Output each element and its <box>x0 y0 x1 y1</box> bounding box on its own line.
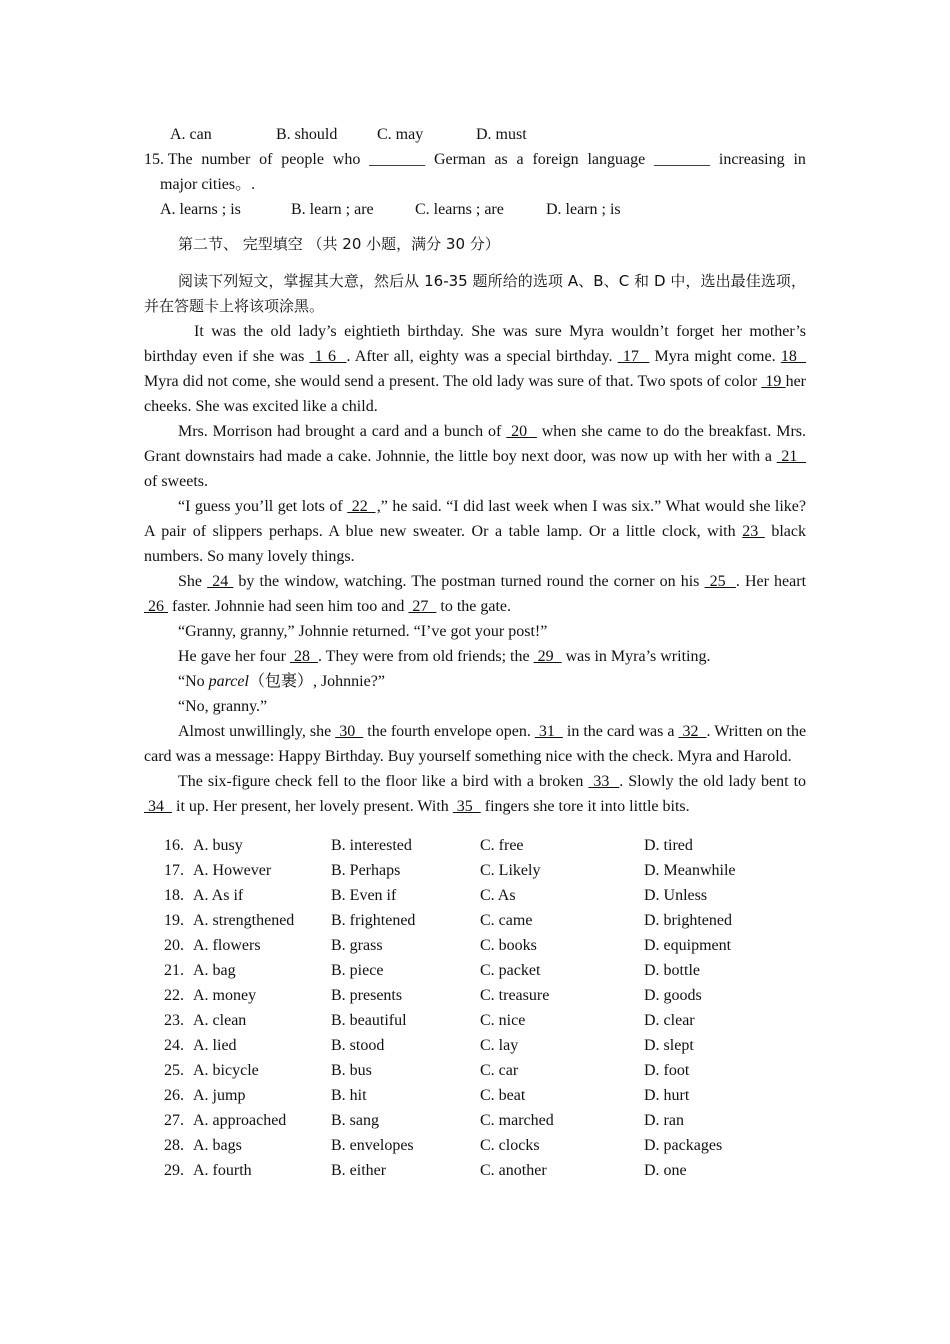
cloze-blank: 17 <box>617 348 650 365</box>
choice-option-b: B. bus <box>331 1062 372 1079</box>
section-instructions: 阅读下列短文，掌握其大意，然后从 16-35 题所给的选项 A、B、C 和 D 中，选出最佳选项，并在答题卡上将该项涂黑。 <box>144 272 806 315</box>
choice-row <box>144 908 806 933</box>
choice-number: 18. <box>164 887 184 904</box>
choice-number: 24. <box>164 1037 184 1054</box>
choice-option-d: D. equipment <box>644 937 732 954</box>
choice-option-c: C. As <box>480 887 516 904</box>
choice-option-d: D. goods <box>644 987 702 1004</box>
q15-word: _______ <box>654 151 711 168</box>
choice-option-c: C. books <box>480 937 537 954</box>
choice-option-b: B. Even if <box>331 887 397 904</box>
passage-text: when she came to do the breakfast. Mrs. Grant downstairs had made a cake. Johnnie, the little boy next door, was now up with her with a <box>144 423 806 465</box>
choice-option-b: B. envelopes <box>331 1137 414 1154</box>
choice-option-c: C. marched <box>480 1112 554 1129</box>
passage-paragraph <box>144 569 806 619</box>
choice-option-a: A. However <box>193 862 272 879</box>
cloze-blank: 33 <box>588 773 620 790</box>
passage-text: “No <box>178 673 209 690</box>
choice-number: 27. <box>164 1112 184 1129</box>
q15-word: language <box>587 151 646 168</box>
choice-row <box>144 983 806 1008</box>
q15-word: who <box>332 151 361 168</box>
cloze-blank: 19 <box>761 373 786 390</box>
choice-option-a: A. bag <box>193 962 236 979</box>
choice-option-d: D. Meanwhile <box>644 862 736 879</box>
choice-option-a: A. strengthened <box>193 912 295 929</box>
passage-text: “Granny, granny,” Johnnie returned. “I’ve got your post!” <box>178 623 548 640</box>
choice-option-a: A. flowers <box>193 937 261 954</box>
choice-option-c: C. came <box>480 912 533 929</box>
section-title: 第二节、 完型填空 （共 20 小题，满分 30 分） <box>178 235 500 253</box>
passage-text: . Slowly the old lady bent to <box>619 773 807 790</box>
choice-number: 25. <box>164 1062 184 1079</box>
passage-paragraph <box>144 419 806 494</box>
choice-option-d: D. hurt <box>644 1087 690 1104</box>
q15-option-c: C. learns ; are <box>415 201 504 218</box>
cloze-blank: 1 6 <box>309 348 347 365</box>
choice-option-d: D. Unless <box>644 887 708 904</box>
choice-option-b: B. interested <box>331 837 412 854</box>
choice-option-b: B. Perhaps <box>331 862 401 879</box>
q14-option-c: C. may <box>377 126 424 143</box>
q15-word: people <box>281 151 324 168</box>
passage-text: （包裹）, Johnnie?” <box>248 673 385 690</box>
cloze-blank: 25 <box>704 573 736 590</box>
cloze-blank: 27 <box>408 598 437 615</box>
choice-row <box>144 1033 806 1058</box>
choice-option-d: D. packages <box>644 1137 723 1154</box>
passage-text: it up. Her present, her lovely present. With <box>172 798 453 815</box>
q15-option-d: D. learn ; is <box>546 201 621 218</box>
q15-word: of <box>259 151 273 168</box>
choice-option-c: C. nice <box>480 1012 526 1029</box>
q15-option-a: A. learns ; is <box>160 201 241 218</box>
choice-option-c: C. free <box>480 837 524 854</box>
choice-option-a: A. money <box>193 987 257 1004</box>
choice-row <box>144 1008 806 1033</box>
passage-paragraph <box>144 719 806 769</box>
choice-option-d: D. ran <box>644 1112 684 1129</box>
choice-option-c: C. beat <box>480 1087 526 1104</box>
choice-number: 21. <box>164 962 184 979</box>
passage-text: He gave her four <box>178 648 290 665</box>
choice-number: 20. <box>164 937 184 954</box>
q14-option-b: B. should <box>276 126 338 143</box>
q15-word: as <box>494 151 508 168</box>
italic-word: parcel <box>208 673 249 690</box>
choice-row <box>144 833 806 858</box>
q15-options <box>144 197 806 222</box>
passage-text: in the card was a <box>562 723 679 740</box>
q15-word: _______ <box>369 151 426 168</box>
q15-word: increasing <box>718 151 785 168</box>
passage-paragraph <box>144 319 806 419</box>
choice-option-c: C. treasure <box>480 987 550 1004</box>
choice-option-d: D. tired <box>644 837 693 854</box>
choice-option-d: D. clear <box>644 1012 695 1029</box>
cloze-blank: 20 <box>506 423 537 440</box>
choice-option-a: A. bicycle <box>193 1062 259 1079</box>
q15-question-line <box>144 147 806 172</box>
passage-text: “No, granny.” <box>178 698 268 715</box>
cloze-passage <box>144 319 806 819</box>
passage-text: black numbers. So many lovely things. <box>144 523 806 565</box>
q15-option-b: B. learn ; are <box>291 201 374 218</box>
cloze-blank: 23 <box>742 523 765 540</box>
cloze-blank: 26 <box>144 598 168 615</box>
passage-paragraph <box>144 619 806 644</box>
choice-row <box>144 958 806 983</box>
passage-text: . Her heart <box>735 573 807 590</box>
choice-row <box>144 883 806 908</box>
cloze-blank: 18 <box>780 348 807 365</box>
passage-paragraph <box>144 769 806 819</box>
choice-option-a: A. bags <box>193 1137 242 1154</box>
choice-option-a: A. clean <box>193 1012 247 1029</box>
choice-option-d: D. slept <box>644 1037 694 1054</box>
passage-paragraph <box>144 669 806 694</box>
passage-text: The six-figure check fell to the floor like a bird with a broken <box>178 773 589 790</box>
choice-option-b: B. beautiful <box>331 1012 407 1029</box>
choice-option-b: B. presents <box>331 987 403 1004</box>
passage-text: was in Myra’s writing. <box>561 648 711 665</box>
choice-row <box>144 1058 806 1083</box>
cloze-blank: 21 <box>776 448 807 465</box>
passage-text: Mrs. Morrison had brought a card and a bunch of <box>178 423 507 440</box>
passage-text: her cheeks. She was excited like a child. <box>144 373 807 415</box>
choice-option-c: C. packet <box>480 962 541 979</box>
choice-table <box>144 833 806 1183</box>
choice-option-a: A. As if <box>193 887 244 904</box>
passage-text: by the window, watching. The postman turned round the corner on his <box>233 573 705 590</box>
q14-option-a: A. can <box>170 126 212 143</box>
q15-word: foreign <box>532 151 579 168</box>
cloze-blank: 32 <box>678 723 707 740</box>
cloze-blank: 28 <box>289 648 318 665</box>
q15-word: number <box>201 151 251 168</box>
choice-option-b: B. either <box>331 1162 387 1179</box>
q15-word: 15. The <box>144 151 193 168</box>
choice-number: 22. <box>164 987 184 1004</box>
choice-row <box>144 1133 806 1158</box>
passage-text: faster. Johnnie had seen him too and <box>168 598 409 615</box>
choice-option-a: A. lied <box>193 1037 237 1054</box>
passage-text: . After all, eighty was a special birthday. <box>346 348 618 365</box>
choice-row <box>144 858 806 883</box>
passage-text: “I guess you’ll get lots of <box>178 498 348 515</box>
choice-row <box>144 1108 806 1133</box>
choice-option-d: D. brightened <box>644 912 732 929</box>
passage-text: It was the old lady’s eightieth birthday. She was sure Myra wouldn’t forget her mother’s birthday even if she was <box>144 323 806 365</box>
choice-option-b: B. sang <box>331 1112 379 1129</box>
choice-option-d: D. one <box>644 1162 687 1179</box>
choice-number: 28. <box>164 1137 184 1154</box>
choice-number: 26. <box>164 1087 184 1104</box>
choice-option-a: A. approached <box>193 1112 287 1129</box>
choice-option-b: B. frightened <box>331 912 416 929</box>
choice-number: 19. <box>164 912 184 929</box>
passage-text: ” he said. “I did last week when I was six.” What would she like? A pair of slippers perhaps. A blue new sweater. Or a table lamp. Or a little clock, with <box>144 498 807 540</box>
q14-options <box>144 122 806 147</box>
choice-number: 16. <box>164 837 184 854</box>
choice-option-b: B. hit <box>331 1087 367 1104</box>
choice-number: 17. <box>164 862 184 879</box>
choice-option-c: C. another <box>480 1162 547 1179</box>
choice-option-c: C. car <box>480 1062 519 1079</box>
cloze-blank: 34 <box>144 798 172 815</box>
choice-row <box>144 1083 806 1108</box>
cloze-blank: 30 <box>335 723 364 740</box>
cloze-blank: 35 <box>452 798 481 815</box>
passage-text: Myra did not come, she would send a present. The old lady was sure of that. Two spots of color <box>144 373 762 390</box>
choice-row <box>144 1158 806 1183</box>
passage-text: . They were from old friends; the <box>317 648 534 665</box>
cloze-blank: 24 <box>207 573 234 590</box>
q15-question-continuation: major cities。. <box>160 176 256 193</box>
q15-word: in <box>793 151 806 168</box>
cloze-blank: 31 <box>534 723 563 740</box>
passage-text: . Written on the card was a message: Happy Birthday. Buy yourself something nice with the check. Myra and Harold. <box>144 723 807 765</box>
choice-option-d: D. foot <box>644 1062 690 1079</box>
passage-text: Myra might come. <box>649 348 781 365</box>
choice-option-a: A. jump <box>193 1087 246 1104</box>
passage-text: of sweets. <box>144 473 208 490</box>
passage-text: She <box>178 573 208 590</box>
passage-text: fingers she tore it into little bits. <box>480 798 690 815</box>
choice-option-d: D. bottle <box>644 962 700 979</box>
cloze-blank: 22 , <box>347 498 381 515</box>
passage-paragraph <box>144 644 806 669</box>
choice-option-b: B. piece <box>331 962 384 979</box>
q14-option-d: D. must <box>476 126 527 143</box>
passage-text: the fourth envelope open. <box>363 723 535 740</box>
passage-text: Almost unwillingly, she <box>178 723 336 740</box>
passage-paragraph <box>144 694 806 719</box>
cloze-blank: 29 <box>533 648 562 665</box>
choice-option-a: A. busy <box>193 837 243 854</box>
choice-option-b: B. grass <box>331 937 383 954</box>
passage-text: to the gate. <box>436 598 512 615</box>
q15-word: a <box>516 151 524 168</box>
exam-page <box>144 122 806 1183</box>
choice-option-c: C. clocks <box>480 1137 540 1154</box>
passage-paragraph <box>144 494 806 569</box>
choice-option-c: C. Likely <box>480 862 541 879</box>
q15-word: German <box>433 151 486 168</box>
choice-option-c: C. lay <box>480 1037 519 1054</box>
choice-row <box>144 933 806 958</box>
choice-number: 29. <box>164 1162 184 1179</box>
choice-number: 23. <box>164 1012 184 1029</box>
choice-option-b: B. stood <box>331 1037 385 1054</box>
choice-option-a: A. fourth <box>193 1162 252 1179</box>
